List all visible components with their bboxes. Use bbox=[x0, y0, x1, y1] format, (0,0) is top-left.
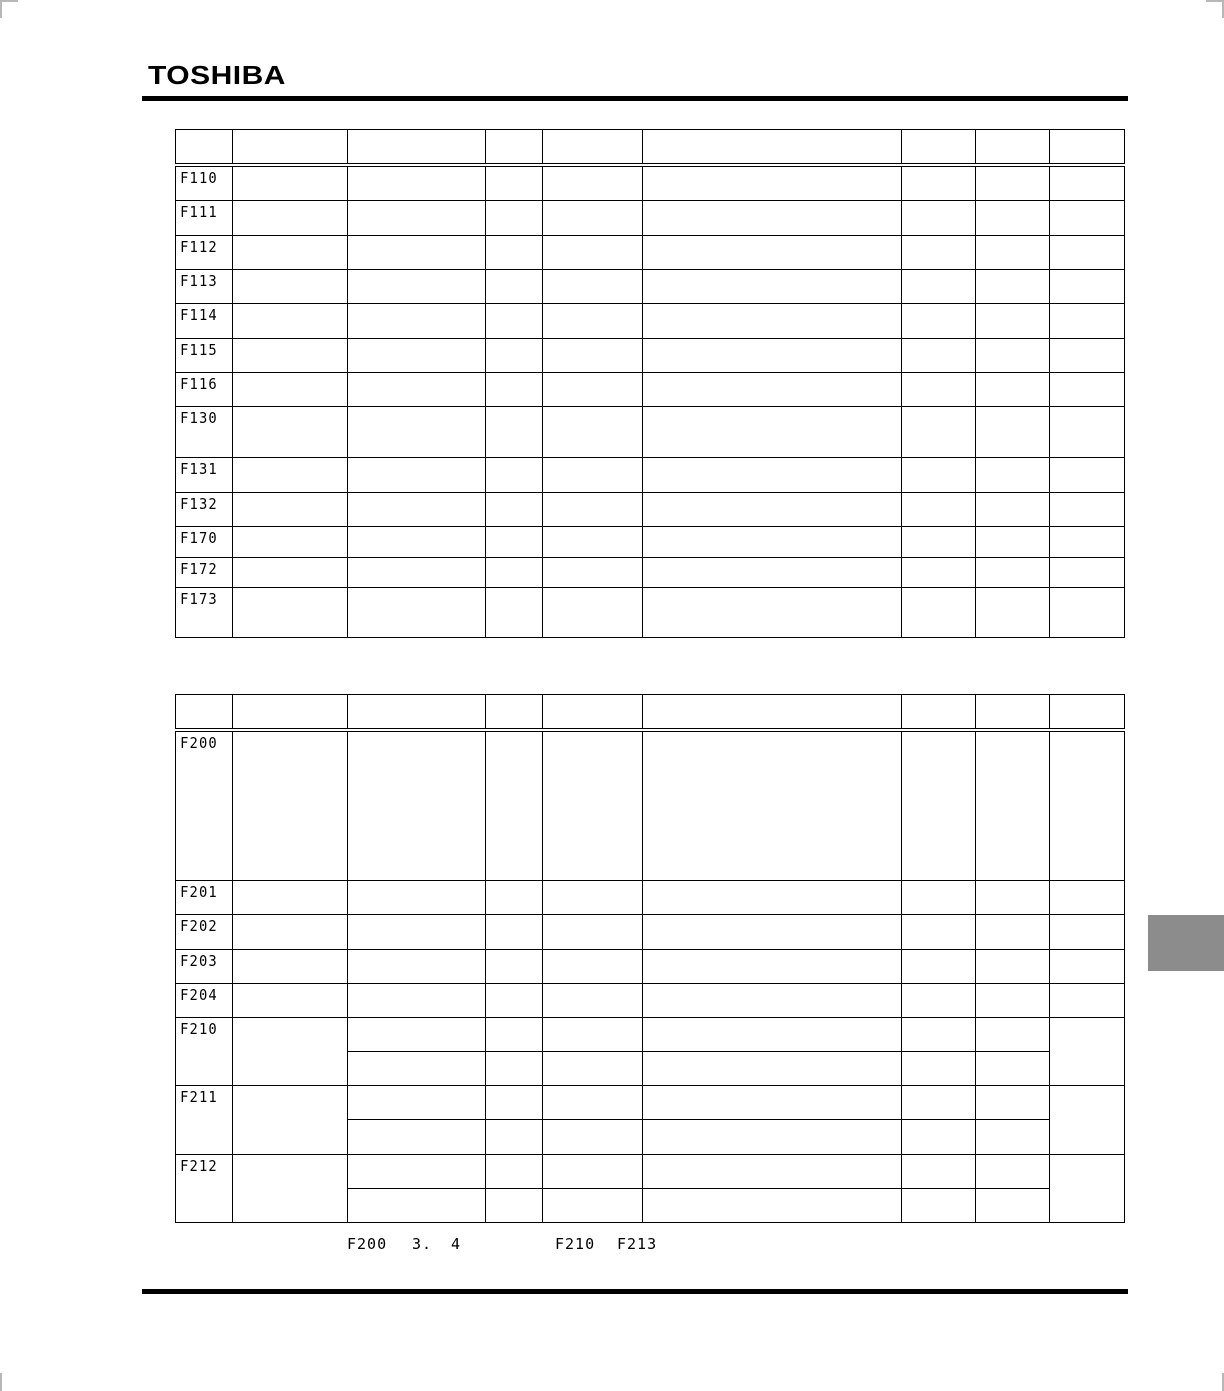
table-cell bbox=[643, 406, 902, 457]
table-cell bbox=[643, 372, 902, 406]
table-cell bbox=[348, 165, 486, 200]
table-cell bbox=[643, 235, 902, 269]
table-cell bbox=[486, 406, 543, 457]
table-cell bbox=[348, 1051, 486, 1085]
table-row bbox=[176, 457, 1125, 492]
table-cell bbox=[976, 1119, 1050, 1154]
table-cell bbox=[233, 526, 348, 557]
header-cell bbox=[643, 130, 902, 166]
footnote-ref: F213 bbox=[617, 1235, 658, 1253]
table-cell bbox=[976, 235, 1050, 269]
table-cell bbox=[348, 880, 486, 914]
parameter-code: F200 bbox=[176, 730, 228, 880]
brand-logo: TOSHIBA bbox=[148, 62, 286, 91]
table-cell bbox=[976, 949, 1050, 983]
header-cell bbox=[1050, 130, 1125, 166]
header-rule bbox=[142, 96, 1128, 101]
table-row bbox=[176, 372, 1125, 406]
table-cell bbox=[543, 372, 643, 406]
table-cell bbox=[1050, 303, 1125, 338]
table-row bbox=[176, 983, 1125, 1017]
table-cell bbox=[976, 1017, 1050, 1051]
table-row bbox=[176, 880, 1125, 914]
table-cell bbox=[543, 492, 643, 526]
table-cell bbox=[233, 338, 348, 372]
table-row bbox=[176, 492, 1125, 526]
table-cell bbox=[486, 200, 543, 235]
table-cell bbox=[348, 372, 486, 406]
table-cell bbox=[976, 338, 1050, 372]
table-cell bbox=[348, 269, 486, 303]
table-cell bbox=[902, 1154, 976, 1188]
table-cell bbox=[348, 1188, 486, 1222]
table-cell bbox=[233, 1017, 348, 1085]
table-cell bbox=[348, 406, 486, 457]
table-cell bbox=[233, 406, 348, 457]
table-cell bbox=[976, 730, 1050, 880]
table-cell bbox=[543, 914, 643, 949]
table-header-row bbox=[176, 130, 1125, 166]
table-cell bbox=[233, 492, 348, 526]
table-cell bbox=[233, 557, 348, 587]
table-cell bbox=[1050, 1085, 1125, 1154]
parameter-code: F110 bbox=[176, 165, 228, 200]
footnote-ref: F200 bbox=[347, 1235, 388, 1253]
table-cell bbox=[902, 1017, 976, 1051]
parameter-code: F132 bbox=[176, 492, 228, 526]
table-cell bbox=[486, 492, 543, 526]
table-cell bbox=[348, 492, 486, 526]
table-cell bbox=[902, 1188, 976, 1222]
parameter-code: F212 bbox=[176, 1154, 228, 1222]
table-cell bbox=[976, 1051, 1050, 1085]
table-cell bbox=[233, 983, 348, 1017]
table-cell bbox=[643, 1085, 902, 1119]
table-cell bbox=[543, 557, 643, 587]
table-cell bbox=[233, 1154, 348, 1222]
header-cell bbox=[348, 130, 486, 166]
header-cell bbox=[902, 130, 976, 166]
table-cell bbox=[348, 587, 486, 637]
table-cell bbox=[902, 200, 976, 235]
table-cell bbox=[348, 235, 486, 269]
table-row bbox=[176, 338, 1125, 372]
table-cell bbox=[1050, 914, 1125, 949]
table-cell bbox=[643, 200, 902, 235]
table-cell bbox=[233, 1085, 348, 1154]
table-cell bbox=[902, 730, 976, 880]
table-cell bbox=[543, 730, 643, 880]
parameter-code: F130 bbox=[176, 406, 228, 457]
parameter-table-1 bbox=[175, 129, 1125, 638]
table-cell bbox=[902, 949, 976, 983]
table-cell bbox=[348, 557, 486, 587]
header-cell bbox=[643, 695, 902, 731]
table-cell bbox=[976, 880, 1050, 914]
table-cell bbox=[976, 165, 1050, 200]
table-cell bbox=[486, 1051, 543, 1085]
table-cell bbox=[976, 587, 1050, 637]
table-cell bbox=[1050, 949, 1125, 983]
table-cell bbox=[976, 492, 1050, 526]
header-cell bbox=[348, 695, 486, 731]
table-cell bbox=[902, 303, 976, 338]
parameter-code: F211 bbox=[176, 1085, 228, 1154]
table-cell bbox=[902, 526, 976, 557]
parameter-code: F131 bbox=[176, 457, 228, 492]
table-cell bbox=[1050, 457, 1125, 492]
table-cell bbox=[486, 338, 543, 372]
crop-mark bbox=[0, 0, 2, 18]
table-cell bbox=[902, 587, 976, 637]
table-cell bbox=[1050, 1017, 1125, 1085]
footnote-value: 4 bbox=[451, 1235, 462, 1253]
footnote-ref: F210 bbox=[555, 1235, 596, 1253]
table-cell bbox=[643, 338, 902, 372]
table-cell bbox=[643, 1051, 902, 1085]
table-cell bbox=[976, 914, 1050, 949]
header-cell bbox=[176, 130, 233, 166]
table-row bbox=[176, 406, 1125, 457]
header-cell bbox=[976, 130, 1050, 166]
table-cell bbox=[1050, 200, 1125, 235]
table-cell bbox=[643, 165, 902, 200]
table-cell bbox=[233, 200, 348, 235]
table-cell bbox=[1050, 587, 1125, 637]
table-cell bbox=[902, 235, 976, 269]
table-cell bbox=[233, 235, 348, 269]
table-cell bbox=[643, 492, 902, 526]
table-cell bbox=[976, 526, 1050, 557]
parameter-code: F173 bbox=[176, 587, 228, 637]
table-cell bbox=[486, 983, 543, 1017]
parameter-code: F202 bbox=[176, 914, 228, 949]
table-cell bbox=[486, 165, 543, 200]
table-cell bbox=[233, 587, 348, 637]
table-cell bbox=[233, 372, 348, 406]
table-cell bbox=[643, 269, 902, 303]
table-cell bbox=[902, 372, 976, 406]
table-cell bbox=[643, 526, 902, 557]
header-cell bbox=[902, 695, 976, 731]
table-cell bbox=[486, 526, 543, 557]
footnote-value: 3. bbox=[412, 1235, 433, 1253]
table-cell bbox=[976, 269, 1050, 303]
table-cell bbox=[1050, 1154, 1125, 1222]
table-row bbox=[176, 1085, 1125, 1119]
table-cell bbox=[348, 730, 486, 880]
header-cell bbox=[486, 130, 543, 166]
header-cell bbox=[233, 695, 348, 731]
parameter-code: F201 bbox=[176, 880, 228, 914]
parameter-code: F114 bbox=[176, 303, 228, 338]
table-cell bbox=[643, 983, 902, 1017]
table-cell bbox=[902, 1085, 976, 1119]
table-cell bbox=[486, 1188, 543, 1222]
table-cell bbox=[543, 1188, 643, 1222]
table-cell bbox=[976, 1188, 1050, 1222]
table-row bbox=[176, 200, 1125, 235]
table-cell bbox=[543, 983, 643, 1017]
table-cell bbox=[486, 880, 543, 914]
table-cell bbox=[976, 406, 1050, 457]
crop-mark bbox=[0, 1373, 2, 1391]
table-cell bbox=[976, 1154, 1050, 1188]
table-cell bbox=[543, 406, 643, 457]
table-cell bbox=[486, 949, 543, 983]
table-cell bbox=[643, 557, 902, 587]
table-cell bbox=[233, 880, 348, 914]
table-row bbox=[176, 587, 1125, 637]
table-header-row bbox=[176, 695, 1125, 731]
parameter-code: F170 bbox=[176, 526, 228, 557]
table-cell bbox=[1050, 730, 1125, 880]
table-cell bbox=[902, 269, 976, 303]
table-cell bbox=[543, 1085, 643, 1119]
chapter-tab bbox=[1148, 915, 1224, 971]
table-cell bbox=[348, 983, 486, 1017]
table-row bbox=[176, 303, 1125, 338]
table-cell bbox=[233, 269, 348, 303]
parameter-code: F113 bbox=[176, 269, 228, 303]
table-cell bbox=[643, 1188, 902, 1222]
footer-rule bbox=[142, 1289, 1128, 1294]
table-cell bbox=[486, 557, 543, 587]
table-cell bbox=[486, 914, 543, 949]
table-cell bbox=[486, 1119, 543, 1154]
table-cell bbox=[543, 880, 643, 914]
table-cell bbox=[643, 949, 902, 983]
table-cell bbox=[976, 1085, 1050, 1119]
table-cell bbox=[643, 457, 902, 492]
table-cell bbox=[976, 457, 1050, 492]
table-cell bbox=[543, 587, 643, 637]
table-cell bbox=[1050, 880, 1125, 914]
table-cell bbox=[543, 235, 643, 269]
table-cell bbox=[348, 200, 486, 235]
table-cell bbox=[486, 269, 543, 303]
table-cell bbox=[486, 1085, 543, 1119]
table-cell bbox=[543, 1017, 643, 1051]
table-cell bbox=[348, 338, 486, 372]
table-row bbox=[176, 1017, 1125, 1051]
table-cell bbox=[543, 1051, 643, 1085]
table-row bbox=[176, 557, 1125, 587]
table-cell bbox=[976, 557, 1050, 587]
table-cell bbox=[543, 165, 643, 200]
table-cell bbox=[233, 457, 348, 492]
table-cell bbox=[643, 730, 902, 880]
table-row bbox=[176, 526, 1125, 557]
table-cell bbox=[348, 457, 486, 492]
table-cell bbox=[486, 1017, 543, 1051]
table-cell bbox=[902, 880, 976, 914]
table-cell bbox=[543, 303, 643, 338]
table-cell bbox=[902, 406, 976, 457]
table-cell bbox=[1050, 526, 1125, 557]
table-cell bbox=[643, 914, 902, 949]
table-cell bbox=[902, 165, 976, 200]
table-cell bbox=[486, 457, 543, 492]
table-cell bbox=[543, 1154, 643, 1188]
table-cell bbox=[348, 303, 486, 338]
parameter-code: F210 bbox=[176, 1017, 228, 1085]
header-cell bbox=[176, 695, 233, 731]
table-cell bbox=[976, 372, 1050, 406]
table-cell bbox=[902, 1119, 976, 1154]
table-cell bbox=[348, 1119, 486, 1154]
table-cell bbox=[643, 1119, 902, 1154]
table-cell bbox=[348, 1154, 486, 1188]
table-cell bbox=[643, 1017, 902, 1051]
table-cell bbox=[348, 1085, 486, 1119]
table-cell bbox=[543, 949, 643, 983]
table-cell bbox=[976, 983, 1050, 1017]
table-row bbox=[176, 914, 1125, 949]
table-cell bbox=[543, 457, 643, 492]
crop-mark bbox=[0, 0, 18, 2]
parameter-code: F116 bbox=[176, 372, 228, 406]
table-cell bbox=[543, 338, 643, 372]
table-cell bbox=[902, 914, 976, 949]
table-cell bbox=[902, 338, 976, 372]
table-cell bbox=[1050, 492, 1125, 526]
table-cell bbox=[902, 457, 976, 492]
table-cell bbox=[643, 880, 902, 914]
table-row bbox=[176, 949, 1125, 983]
crop-mark bbox=[1206, 0, 1224, 2]
table-cell bbox=[543, 269, 643, 303]
table-cell bbox=[976, 303, 1050, 338]
table-cell bbox=[1050, 406, 1125, 457]
table-cell bbox=[1050, 557, 1125, 587]
table-cell bbox=[233, 303, 348, 338]
table-row bbox=[176, 235, 1125, 269]
header-cell bbox=[233, 130, 348, 166]
table-cell bbox=[233, 165, 348, 200]
table-cell bbox=[543, 1119, 643, 1154]
table-row bbox=[176, 1154, 1125, 1188]
table-cell bbox=[233, 949, 348, 983]
table-cell bbox=[486, 587, 543, 637]
table-cell bbox=[233, 730, 348, 880]
table-cell bbox=[902, 983, 976, 1017]
table-row bbox=[176, 165, 1125, 200]
table-cell bbox=[902, 1051, 976, 1085]
table-cell bbox=[543, 526, 643, 557]
table-cell bbox=[486, 730, 543, 880]
parameter-table-2 bbox=[175, 694, 1125, 1223]
table-cell bbox=[348, 949, 486, 983]
table-cell bbox=[902, 557, 976, 587]
table-cell bbox=[486, 372, 543, 406]
table-cell bbox=[486, 303, 543, 338]
header-cell bbox=[486, 695, 543, 731]
table-cell bbox=[976, 200, 1050, 235]
parameter-code: F111 bbox=[176, 200, 228, 235]
parameter-code: F112 bbox=[176, 235, 228, 269]
table-cell bbox=[348, 526, 486, 557]
table-cell bbox=[643, 1154, 902, 1188]
table-cell bbox=[1050, 338, 1125, 372]
table-cell bbox=[233, 914, 348, 949]
table-row bbox=[176, 269, 1125, 303]
table-cell bbox=[902, 492, 976, 526]
table-cell bbox=[1050, 372, 1125, 406]
parameter-code: F204 bbox=[176, 983, 228, 1017]
table-cell bbox=[486, 1154, 543, 1188]
parameter-code: F115 bbox=[176, 338, 228, 372]
table-cell bbox=[348, 1017, 486, 1051]
parameter-code: F172 bbox=[176, 557, 228, 587]
table-row bbox=[176, 730, 1125, 880]
table-cell bbox=[1050, 983, 1125, 1017]
header-cell bbox=[543, 130, 643, 166]
table-cell bbox=[543, 200, 643, 235]
header-cell bbox=[1050, 695, 1125, 731]
table-cell bbox=[1050, 165, 1125, 200]
table-cell bbox=[1050, 235, 1125, 269]
parameter-code: F203 bbox=[176, 949, 228, 983]
table-cell bbox=[1050, 269, 1125, 303]
table-cell bbox=[486, 235, 543, 269]
table-cell bbox=[348, 914, 486, 949]
header-cell bbox=[543, 695, 643, 731]
table-cell bbox=[643, 587, 902, 637]
header-cell bbox=[976, 695, 1050, 731]
table-cell bbox=[643, 303, 902, 338]
